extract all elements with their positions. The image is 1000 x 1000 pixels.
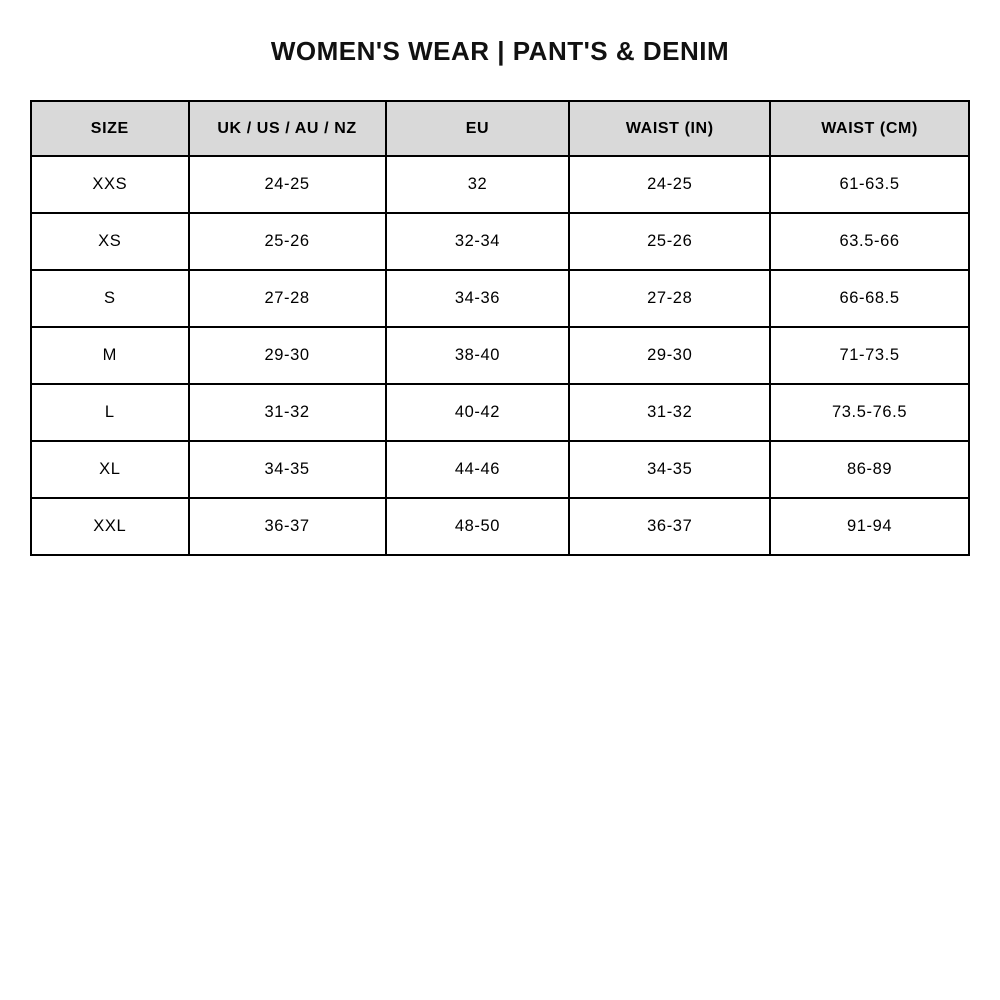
cell-eu: 34-36 <box>386 270 570 327</box>
cell-uk-us-au-nz: 34-35 <box>189 441 386 498</box>
cell-size: M <box>31 327 189 384</box>
cell-eu: 32-34 <box>386 213 570 270</box>
cell-uk-us-au-nz: 29-30 <box>189 327 386 384</box>
size-chart-table <box>30 100 970 556</box>
page-title: WOMEN'S WEAR | PANT'S & DENIM <box>270 36 730 66</box>
cell-eu: 38-40 <box>386 327 570 384</box>
cell-size: S <box>31 270 189 327</box>
cell-waist-in: 29-30 <box>569 327 770 384</box>
cell-uk-us-au-nz: 31-32 <box>189 384 386 441</box>
cell-waist-cm: 63.5-66 <box>770 213 969 270</box>
cell-waist-cm: 71-73.5 <box>770 327 969 384</box>
cell-uk-us-au-nz: 27-28 <box>189 270 386 327</box>
column-header-size: SIZE <box>31 101 189 156</box>
cell-size: XL <box>31 441 189 498</box>
cell-eu: 40-42 <box>386 384 570 441</box>
column-header-eu: EU <box>386 101 570 156</box>
table-row-m <box>31 327 969 384</box>
table-row-xl <box>31 441 969 498</box>
cell-uk-us-au-nz: 36-37 <box>189 498 386 555</box>
cell-waist-cm: 73.5-76.5 <box>770 384 969 441</box>
cell-eu: 48-50 <box>386 498 570 555</box>
table-header-row <box>31 101 969 156</box>
cell-size: XXL <box>31 498 189 555</box>
table-row-xxs <box>31 156 969 213</box>
cell-eu: 44-46 <box>386 441 570 498</box>
column-header-waist-cm: WAIST (CM) <box>770 101 969 156</box>
cell-waist-in: 24-25 <box>569 156 770 213</box>
cell-waist-cm: 91-94 <box>770 498 969 555</box>
column-header-waist-in: WAIST (IN) <box>569 101 770 156</box>
cell-waist-cm: 66-68.5 <box>770 270 969 327</box>
cell-waist-in: 36-37 <box>569 498 770 555</box>
column-header-uk-us-au-nz: UK / US / AU / NZ <box>189 101 386 156</box>
cell-waist-cm: 61-63.5 <box>770 156 969 213</box>
table-row-l <box>31 384 969 441</box>
cell-eu: 32 <box>386 156 570 213</box>
cell-waist-in: 27-28 <box>569 270 770 327</box>
table-row-xxl <box>31 498 969 555</box>
table-row-xs <box>31 213 969 270</box>
cell-size: XS <box>31 213 189 270</box>
cell-size: XXS <box>31 156 189 213</box>
table-row-s <box>31 270 969 327</box>
cell-waist-in: 31-32 <box>569 384 770 441</box>
cell-waist-in: 25-26 <box>569 213 770 270</box>
cell-uk-us-au-nz: 25-26 <box>189 213 386 270</box>
cell-waist-cm: 86-89 <box>770 441 969 498</box>
cell-uk-us-au-nz: 24-25 <box>189 156 386 213</box>
cell-waist-in: 34-35 <box>569 441 770 498</box>
cell-size: L <box>31 384 189 441</box>
